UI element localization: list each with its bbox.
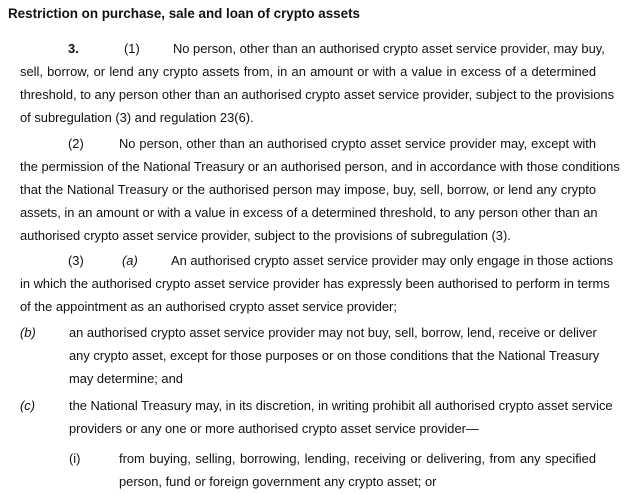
paragraph-a-line-1: An authorised crypto asset service provider may only engage in those actions <box>171 253 614 268</box>
regulation-number: 3. <box>68 41 79 56</box>
paragraph-c-line-2: providers or any one or more authorised crypto asset service provider— <box>69 421 479 436</box>
subregulation-2-line-5: authorised crypto asset service provider, subject to the provisions of subregulation (3). <box>20 228 511 243</box>
subregulation-3-marker: (3) <box>68 253 84 268</box>
paragraph-c-marker: (c) <box>20 398 36 413</box>
paragraph-b-line-1: an authorised crypto asset service provider may not buy, sell, borrow, lend, receive or deliver <box>69 325 597 340</box>
paragraph-a-line-2: in which the authorised crypto asset service provider has expressly been authorised to perform in terms <box>20 276 610 291</box>
subregulation-1-line-4: of subregulation (3) and regulation 23(6). <box>20 110 254 125</box>
subregulation-2-line-4: assets, in an amount or with a value in excess of a determined threshold, to any person other than an <box>20 205 598 220</box>
paragraph-c-line-1: the National Treasury may, in its discretion, in writing prohibit all authorised crypto asset service <box>69 398 613 413</box>
paragraph-b-line-3: may determine; and <box>69 371 183 386</box>
paragraph-b-line-2: any crypto asset, except for those purposes or on those conditions that the National Treasury <box>69 348 600 363</box>
paragraph-b-marker: (b) <box>20 325 36 340</box>
subregulation-2-line-2: the permission of the National Treasury or an authorised person, and in accordance with those conditions <box>20 159 620 174</box>
item-i-marker: (i) <box>69 451 81 466</box>
paragraph-a-line-3: of the appointment as an authorised crypto asset service provider; <box>20 299 397 314</box>
subregulation-1-line-3: threshold, to any person other than an authorised crypto asset service provider, subject to the provisions <box>20 87 615 102</box>
subregulation-1-marker: (1) <box>124 41 140 56</box>
item-i-line-1: from buying, selling, borrowing, lending, receiving or delivering, from any specified <box>119 451 596 466</box>
paragraph-a-marker: (a) <box>122 253 138 268</box>
subregulation-2-line-1: No person, other than an authorised crypto asset service provider may, except with <box>119 136 596 151</box>
subregulation-1-line-1: No person, other than an authorised crypto asset service provider, may buy, <box>173 41 605 56</box>
subregulation-2-line-3: that the National Treasury or the authorised person may impose, buy, sell, borrow, or lend any crypto <box>20 182 596 197</box>
section-heading: Restriction on purchase, sale and loan of crypto assets <box>8 6 360 21</box>
subregulation-1-line-2: sell, borrow, or lend any crypto assets from, in an amount or with a value in excess of a determined <box>20 64 596 79</box>
subregulation-2-marker: (2) <box>68 136 84 151</box>
item-i-line-2: person, fund or foreign government any crypto asset; or <box>119 474 437 489</box>
